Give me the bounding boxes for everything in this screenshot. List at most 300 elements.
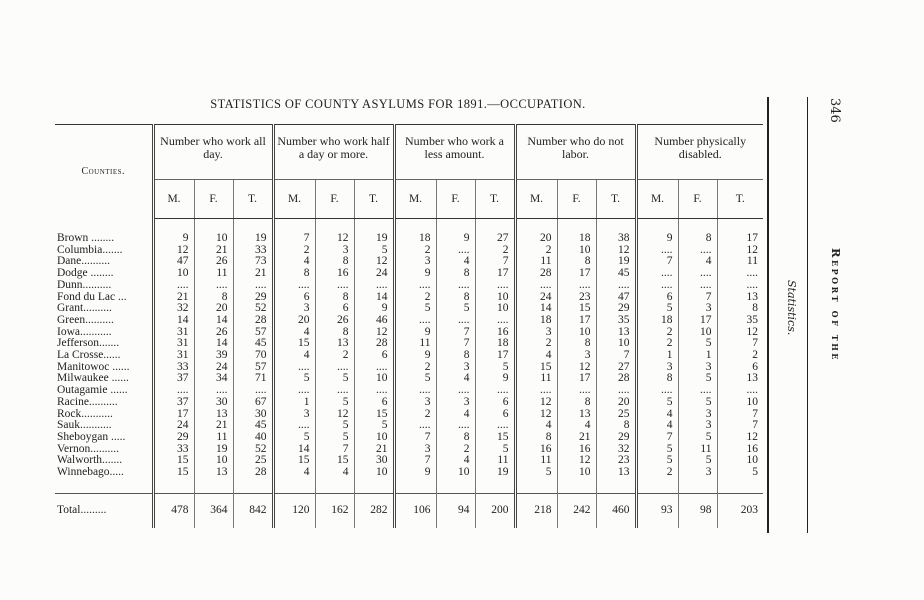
table-cell: 3 (678, 467, 717, 479)
table-cell: 19 (194, 444, 233, 456)
table-cell: 45 (233, 338, 273, 350)
table-cell: .... (596, 385, 636, 397)
side-note: Statistics. (785, 280, 798, 336)
table-cell: 10 (596, 338, 636, 350)
table-cell: 1 (636, 350, 678, 362)
table-cell: 28 (596, 373, 636, 385)
table-cell: 26 (315, 315, 354, 327)
table-cell: 4 (273, 467, 315, 479)
table-cell: 12 (717, 245, 763, 257)
table-cell: 13 (596, 467, 636, 479)
table-cell: 9 (436, 233, 475, 245)
table-cell: 13 (557, 409, 596, 421)
table-cell: 106 (394, 493, 436, 528)
table-cell: 29 (596, 432, 636, 444)
table-cell: 5 (315, 373, 354, 385)
table-cell: 4 (436, 373, 475, 385)
table-cell: 5 (354, 420, 394, 432)
county-name: Columbia....... (57, 243, 123, 256)
table-row (55, 268, 763, 280)
table-cell: 23 (557, 292, 596, 304)
table-cell: 29 (153, 432, 194, 444)
table-cell: 1 (678, 350, 717, 362)
table-cell: 18 (475, 338, 515, 350)
table-cell: 4 (436, 409, 475, 421)
table-cell: 7 (678, 292, 717, 304)
table-cell: .... (717, 268, 763, 280)
table-cell: .... (636, 268, 678, 280)
county-name: Jefferson....... (57, 337, 120, 350)
table-cell: 364 (194, 493, 233, 528)
table-cell: 35 (596, 315, 636, 327)
table-row (55, 397, 763, 409)
table-cell: .... (557, 280, 596, 292)
table-cell: 29 (233, 292, 273, 304)
table-cell: .... (394, 420, 436, 432)
table-cell: .... (596, 280, 636, 292)
table-row (55, 327, 763, 339)
table-cell: 11 (194, 432, 233, 444)
sub-header: F. (194, 180, 233, 219)
table-cell: .... (315, 362, 354, 374)
table-cell: 38 (596, 233, 636, 245)
table-cell: 218 (515, 493, 557, 528)
table-cell: 13 (717, 373, 763, 385)
table-cell: 8 (315, 327, 354, 339)
table-cell: 8 (436, 292, 475, 304)
table-cell: 7 (717, 409, 763, 421)
table-cell: 11 (515, 455, 557, 467)
table-cell: 5 (636, 397, 678, 409)
table-cell: 4 (678, 256, 717, 268)
page-number: 346 (827, 98, 842, 123)
table-cell: 10 (557, 245, 596, 257)
group-header-disabled: Number physically disabled. (636, 125, 763, 180)
table-cell: 27 (596, 362, 636, 374)
table-cell: 13 (194, 409, 233, 421)
table-cell: 15 (273, 338, 315, 350)
table-cell: 3 (394, 256, 436, 268)
table-cell: 17 (717, 233, 763, 245)
table-cell: 28 (233, 315, 273, 327)
table-cell: 26 (194, 256, 233, 268)
county-name: Iowa........... (57, 325, 112, 338)
table-cell: 1 (273, 397, 315, 409)
table-cell: 12 (557, 455, 596, 467)
table-cell: 29 (596, 303, 636, 315)
table-cell: 19 (596, 256, 636, 268)
table-cell: .... (194, 385, 233, 397)
table-cell: .... (475, 420, 515, 432)
table-cell: .... (515, 385, 557, 397)
table-cell: .... (636, 280, 678, 292)
table-cell: 5 (636, 455, 678, 467)
table-cell: 3 (557, 350, 596, 362)
table-cell: 17 (475, 268, 515, 280)
table-row (55, 338, 763, 350)
sub-header: T. (475, 180, 515, 219)
table-cell: 8 (557, 397, 596, 409)
county-name: Walworth....... (57, 454, 123, 467)
table-row (55, 280, 763, 292)
table-cell: 3 (273, 303, 315, 315)
table-cell: 7 (436, 338, 475, 350)
table-cell: 3 (515, 327, 557, 339)
table-cell: 6 (475, 409, 515, 421)
county-name: Sheboygan ..... (57, 430, 126, 443)
table-cell: 3 (394, 397, 436, 409)
table-cell: 10 (717, 397, 763, 409)
table-cell: .... (678, 268, 717, 280)
table-cell: 842 (233, 493, 273, 528)
table-row (55, 385, 763, 397)
table-cell: .... (394, 385, 436, 397)
table-cell: 14 (354, 292, 394, 304)
table-cell: 9 (475, 373, 515, 385)
table-cell: .... (273, 420, 315, 432)
table-cell: 20 (194, 303, 233, 315)
table-cell: 20 (596, 397, 636, 409)
sub-header: T. (717, 180, 763, 219)
table-cell: 11 (194, 268, 233, 280)
table-cell: .... (678, 245, 717, 257)
table-cell: 17 (678, 315, 717, 327)
table-cell: 460 (596, 493, 636, 528)
table-cell: 8 (273, 268, 315, 280)
table-cell: 52 (233, 444, 273, 456)
table-cell: .... (436, 385, 475, 397)
table-row (55, 350, 763, 362)
table-cell: 40 (233, 432, 273, 444)
table-cell: 2 (394, 409, 436, 421)
table-cell: 26 (194, 327, 233, 339)
table-cell: 7 (394, 432, 436, 444)
table-cell: 31 (153, 327, 194, 339)
table-cell: 98 (678, 493, 717, 528)
table-cell: 3 (636, 362, 678, 374)
table-cell: 12 (354, 327, 394, 339)
table-cell: 28 (354, 338, 394, 350)
table-cell: 45 (596, 268, 636, 280)
table-cell: .... (354, 385, 394, 397)
table-cell: .... (557, 385, 596, 397)
table-cell: 3 (273, 409, 315, 421)
table-cell: .... (475, 315, 515, 327)
table-cell: 3 (394, 444, 436, 456)
table-cell: 9 (394, 327, 436, 339)
table-cell: 4 (557, 420, 596, 432)
table-cell: 13 (194, 467, 233, 479)
table-cell: .... (475, 385, 515, 397)
sub-header: M. (273, 180, 315, 219)
table-cell: 14 (194, 315, 233, 327)
table-cell: .... (717, 385, 763, 397)
table-cell: .... (153, 385, 194, 397)
table-cell: 17 (557, 268, 596, 280)
table-cell: 7 (315, 444, 354, 456)
table-cell: 5 (394, 373, 436, 385)
table-cell: 4 (273, 350, 315, 362)
sub-header-row (55, 180, 763, 219)
table-cell: 24 (354, 268, 394, 280)
table-cell: 21 (194, 245, 233, 257)
table-row (55, 233, 763, 245)
table-cell: 8 (557, 338, 596, 350)
table-cell: 7 (273, 233, 315, 245)
table-cell: 2 (436, 444, 475, 456)
table-cell: 4 (273, 327, 315, 339)
table-cell: 16 (475, 327, 515, 339)
table-cell: 2 (394, 362, 436, 374)
table-cell: 57 (233, 327, 273, 339)
table-cell: 12 (717, 432, 763, 444)
table-cell: 200 (475, 493, 515, 528)
table-cell: 8 (315, 292, 354, 304)
table-cell: .... (273, 362, 315, 374)
table-cell: .... (394, 315, 436, 327)
table-cell: 12 (515, 397, 557, 409)
table-cell: 10 (354, 432, 394, 444)
county-name: Total......... (55, 493, 153, 528)
table-cell: .... (636, 385, 678, 397)
table-cell: 10 (194, 233, 233, 245)
table-cell: 10 (475, 292, 515, 304)
table-cell: .... (354, 362, 394, 374)
table-cell: 242 (557, 493, 596, 528)
table-cell: 33 (233, 245, 273, 257)
running-head: Report of the (829, 248, 843, 362)
table-cell: 8 (194, 292, 233, 304)
table-cell: 2 (717, 350, 763, 362)
table-cell: 33 (153, 362, 194, 374)
table-row (55, 315, 763, 327)
table-cell: 5 (436, 303, 475, 315)
group-header-work-less: Number who work a less amount. (394, 125, 515, 180)
table-cell: 5 (315, 397, 354, 409)
county-name: Milwaukee ...... (57, 372, 129, 385)
group-header-work-half-day: Number who work half a day or more. (273, 125, 394, 180)
table-cell: 35 (717, 315, 763, 327)
table-cell: 18 (515, 315, 557, 327)
table-cell: 11 (717, 256, 763, 268)
table-cell: 10 (557, 327, 596, 339)
table-cell: 8 (436, 350, 475, 362)
table-cell: 7 (436, 327, 475, 339)
table-cell: 31 (153, 350, 194, 362)
table-cell: 6 (315, 303, 354, 315)
table-cell: 4 (636, 420, 678, 432)
table-cell: 11 (515, 373, 557, 385)
table-cell: 5 (315, 432, 354, 444)
table-cell: 10 (354, 373, 394, 385)
table-cell: 27 (475, 233, 515, 245)
table-cell: .... (436, 315, 475, 327)
table-cell: 2 (636, 467, 678, 479)
table-cell: 203 (717, 493, 763, 528)
table-cell: 31 (153, 338, 194, 350)
table-cell: 8 (315, 256, 354, 268)
table-cell: 47 (153, 256, 194, 268)
table-cell: 7 (475, 256, 515, 268)
table-cell: .... (436, 245, 475, 257)
table-cell: 21 (153, 292, 194, 304)
table-cell: 32 (596, 444, 636, 456)
table-cell: 5 (273, 432, 315, 444)
table-cell: 10 (678, 327, 717, 339)
sub-header: M. (515, 180, 557, 219)
table-cell: 10 (557, 467, 596, 479)
table-cell: 5 (273, 373, 315, 385)
table-row (55, 420, 763, 432)
table-cell: 7 (636, 256, 678, 268)
table-cell: 11 (678, 444, 717, 456)
table-cell: .... (273, 280, 315, 292)
sub-header: T. (354, 180, 394, 219)
county-name: Racine.......... (57, 395, 118, 408)
table-cell: 24 (153, 420, 194, 432)
table-cell: 3 (436, 397, 475, 409)
table-cell: 25 (233, 455, 273, 467)
table-cell: .... (233, 385, 273, 397)
table-cell: 15 (475, 432, 515, 444)
table-cell: 11 (515, 256, 557, 268)
table-title: STATISTICS OF COUNTY ASYLUMS FOR 1891.—OCCUPATION. (210, 97, 586, 111)
table-cell: 5 (678, 338, 717, 350)
table-cell: .... (515, 280, 557, 292)
table-cell: 15 (557, 303, 596, 315)
table-cell: .... (678, 280, 717, 292)
county-name: Grant.......... (57, 302, 112, 315)
county-name: Winnebago..... (57, 466, 124, 479)
table-cell: 67 (233, 397, 273, 409)
table-cell: 6 (717, 362, 763, 374)
table-cell: 12 (557, 362, 596, 374)
table-cell: 71 (233, 373, 273, 385)
table-cell: 5 (678, 455, 717, 467)
table-cell: 2 (515, 245, 557, 257)
table-cell: 17 (557, 373, 596, 385)
occupation-table (55, 124, 763, 528)
table-cell: .... (394, 280, 436, 292)
table-cell: 21 (194, 420, 233, 432)
table-cell: 120 (273, 493, 315, 528)
county-name: Dodge ........ (57, 267, 114, 280)
table-cell: 94 (436, 493, 475, 528)
sub-header: F. (557, 180, 596, 219)
table-cell: 12 (596, 245, 636, 257)
table-cell: 33 (153, 444, 194, 456)
spacer-row (55, 219, 763, 234)
sub-header: M. (394, 180, 436, 219)
table-cell: 2 (515, 338, 557, 350)
table-cell: 6 (475, 397, 515, 409)
table-cell: 8 (678, 233, 717, 245)
table-cell: .... (194, 280, 233, 292)
table-cell: 3 (678, 420, 717, 432)
table-cell: 15 (315, 455, 354, 467)
table-cell: .... (354, 280, 394, 292)
group-header-not-labor: Number who do not labor. (515, 125, 636, 180)
table-cell: 14 (515, 303, 557, 315)
table-cell: 3 (678, 409, 717, 421)
table-cell: 13 (315, 338, 354, 350)
table-row (55, 455, 763, 467)
sub-header: F. (678, 180, 717, 219)
county-name: Brown ........ (57, 232, 115, 244)
table-cell: 3 (678, 303, 717, 315)
table-cell: 5 (475, 444, 515, 456)
table-cell: 10 (194, 455, 233, 467)
table-cell: 24 (194, 362, 233, 374)
table-cell: 10 (354, 467, 394, 479)
table-cell: 478 (153, 493, 194, 528)
table-cell: 15 (153, 467, 194, 479)
table-cell: 4 (315, 467, 354, 479)
county-name: Dane.......... (57, 255, 111, 268)
table-cell: 8 (436, 268, 475, 280)
table-cell: 14 (273, 444, 315, 456)
table-cell: 20 (515, 233, 557, 245)
table-cell: 30 (194, 397, 233, 409)
table-cell: 3 (678, 362, 717, 374)
table-cell: 16 (717, 444, 763, 456)
sub-header: F. (436, 180, 475, 219)
county-name: Manitowoc ...... (57, 360, 130, 373)
county-name: Green.......... (57, 313, 114, 326)
table-cell: 2 (636, 327, 678, 339)
table-cell: 37 (153, 373, 194, 385)
table-cell: 8 (436, 432, 475, 444)
table-cell: 6 (273, 292, 315, 304)
table-cell: 52 (233, 303, 273, 315)
table-cell: 57 (233, 362, 273, 374)
table-cell: 34 (194, 373, 233, 385)
table-cell: 73 (233, 256, 273, 268)
table-cell: .... (436, 420, 475, 432)
table-row (55, 467, 763, 479)
table-cell: 16 (315, 268, 354, 280)
table-cell: 9 (394, 467, 436, 479)
table-cell: 4 (515, 420, 557, 432)
county-name: Dunn.......... (57, 278, 112, 291)
table-row (55, 303, 763, 315)
table-cell: 9 (153, 233, 194, 245)
group-header-work-all-day: Number who work all day. (153, 125, 273, 180)
table-cell: 5 (636, 444, 678, 456)
table-cell: 5 (717, 467, 763, 479)
table-row (55, 444, 763, 456)
table-cell: 14 (153, 315, 194, 327)
table-cell: 7 (717, 420, 763, 432)
table-cell: 2 (475, 245, 515, 257)
table-cell: 18 (636, 315, 678, 327)
table-cell: 8 (557, 256, 596, 268)
table-cell: 6 (354, 397, 394, 409)
vertical-rule-right (807, 97, 808, 533)
table-cell: 15 (273, 455, 315, 467)
table-cell: 4 (515, 350, 557, 362)
table-cell: 28 (233, 467, 273, 479)
sub-header: T. (233, 180, 273, 219)
table-cell: 21 (354, 444, 394, 456)
table-row (55, 409, 763, 421)
table-cell: 2 (636, 338, 678, 350)
table-cell: 12 (515, 409, 557, 421)
table-cell: 47 (596, 292, 636, 304)
county-name: Sauk........... (57, 419, 112, 432)
table-cell: 5 (678, 373, 717, 385)
table-cell: 24 (515, 292, 557, 304)
